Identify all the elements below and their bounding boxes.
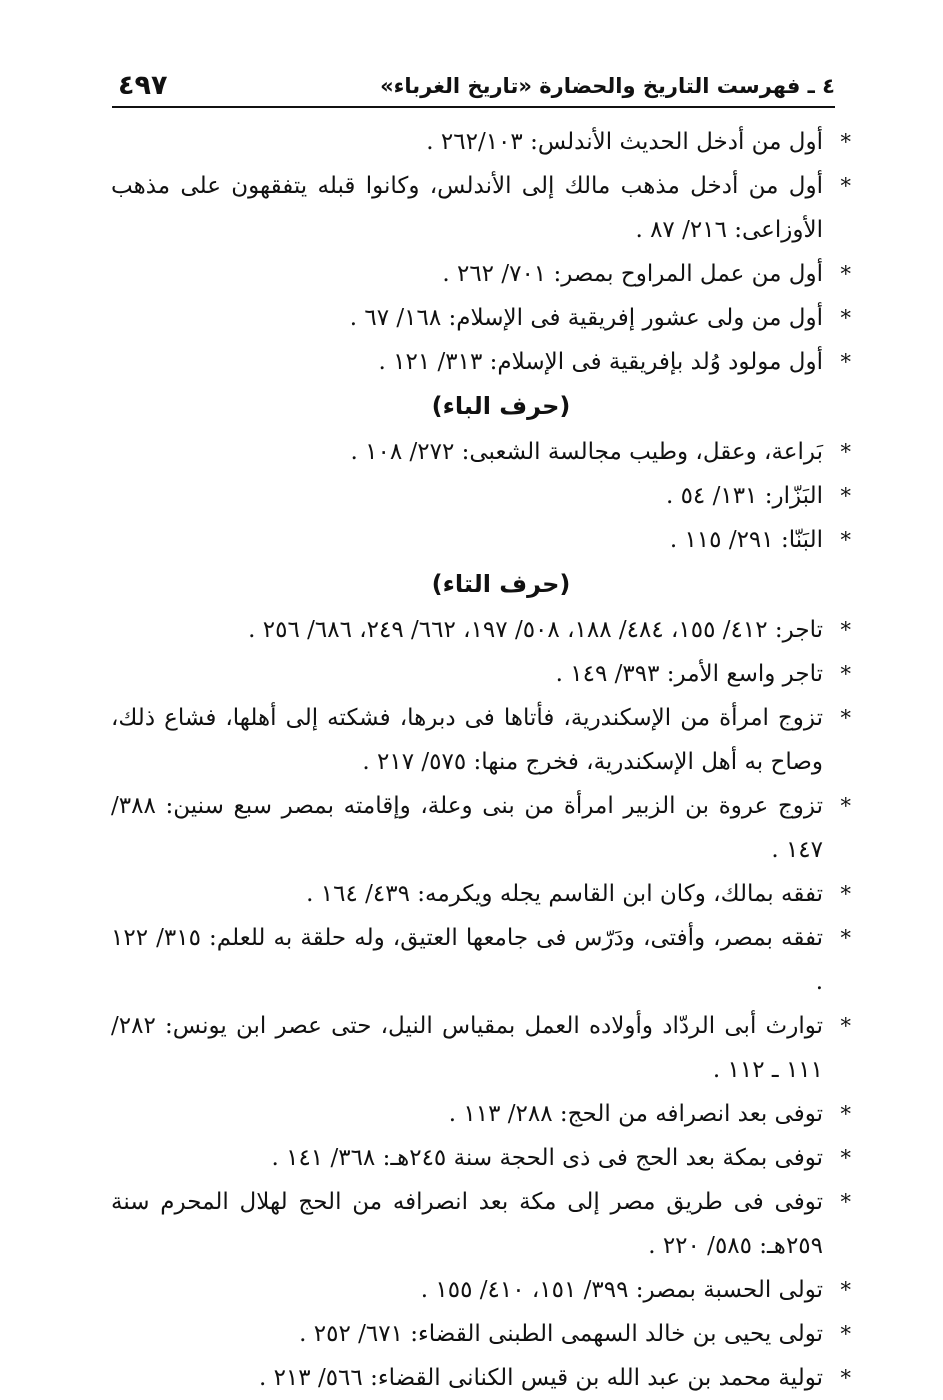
- index-entry: [111, 696, 851, 784]
- entry-text: تزوج عروة بن الزبير امرأة من بنى وعلة، وإقامته بمصر سبع سنين: ٣٨٨/ ١٤٧ .: [111, 793, 823, 863]
- entry-text: تاجر واسع الأمر: ٣٩٣/ ١٤٩ .: [555, 661, 823, 687]
- index-entry: [111, 1004, 851, 1092]
- bullet-star-icon: *: [840, 1146, 851, 1170]
- bullet-star-icon: *: [840, 618, 851, 642]
- entry-text: توفى بمكة بعد الحج فى ذى الحجة سنة ٢٤٥هـ: ٣٦٨/ ١٤١ .: [271, 1145, 823, 1171]
- entry-text: البَنّا: ٢٩١/ ١١٥ .: [669, 527, 823, 553]
- index-entry: [111, 1092, 851, 1136]
- entry-text: تولية محمد بن عبد الله بن قيس الكنانى القضاء: ٥٦٦/ ٢١٣ .: [258, 1365, 823, 1391]
- entry-text: توفى بعد انصرافه من الحج: ٢٨٨/ ١١٣ .: [448, 1101, 823, 1127]
- entry-text: تفقه بمالك، وكان ابن القاسم يجله ويكرمه: ٤٣٩/ ١٦٤ .: [306, 881, 823, 907]
- entry-text: توفى فى طريق مصر إلى مكة بعد انصرافه من الحج لهلال المحرم سنة ٢٥٩هـ: ٥٨٥/ ٢٢٠ .: [111, 1189, 823, 1259]
- entry-text: أول مولود وُلد بإفريقية فى الإسلام: ٣١٣/ ١٢١ .: [378, 349, 823, 375]
- bullet-star-icon: *: [840, 882, 851, 906]
- entry-text: تاجر: ٤١٢/ ١٥٥، ٤٨٤/ ١٨٨، ٥٠٨/ ١٩٧، ٦٦٢/ ٢٤٩، ٦٨٦/ ٢٥٦ .: [248, 617, 823, 643]
- index-entry: [111, 296, 851, 340]
- bullet-star-icon: *: [840, 440, 851, 464]
- bullet-star-icon: *: [840, 1278, 851, 1302]
- index-entry: [111, 1268, 851, 1312]
- bullet-star-icon: *: [840, 926, 851, 950]
- entry-text: أول من ولى عشور إفريقية فى الإسلام: ١٦٨/ ٦٧ .: [349, 305, 823, 331]
- bullet-star-icon: *: [840, 706, 851, 730]
- bullet-star-icon: *: [840, 262, 851, 286]
- entry-text: تفقه بمصر، وأفتى، ودَرّس فى جامعها العتيق، وله حلقة به للعلم: ٣١٥/ ١٢٢ .: [111, 925, 824, 995]
- index-entry: [111, 518, 851, 562]
- bullet-star-icon: *: [840, 1190, 851, 1214]
- entry-text: أول من أدخل الحديث الأندلس: ٢٦٢/١٠٣ .: [426, 129, 823, 155]
- entry-text: بَراعة، وعقل، وطيب مجالسة الشعبى: ٢٧٢/ ١٠٨ .: [350, 439, 823, 465]
- bullet-star-icon: *: [840, 662, 851, 686]
- bullet-star-icon: *: [840, 484, 851, 508]
- bullet-star-icon: *: [840, 1366, 851, 1390]
- index-entry: [111, 784, 851, 872]
- bullet-star-icon: *: [840, 794, 851, 818]
- page-number: ٤٩٧: [118, 70, 168, 101]
- entry-text: تولى يحيى بن خالد السهمى الطبنى القضاء: ٦٧١/ ٢٥٢ .: [299, 1321, 823, 1347]
- index-entry: [111, 430, 851, 474]
- section-heading-ta: (حرف التاء): [431, 570, 571, 598]
- bullet-star-icon: *: [840, 174, 851, 198]
- entry-text: أول من أدخل مذهب مالك إلى الأندلس، وكانوا قبله يتفقهون على مذهب الأوزاعى: ٢١٦/ ٨٧ .: [111, 173, 823, 243]
- bullet-star-icon: *: [840, 1322, 851, 1346]
- bullet-star-icon: *: [840, 130, 851, 154]
- bullet-star-icon: *: [840, 1102, 851, 1126]
- index-entry: [111, 120, 851, 164]
- index-entry: [111, 1136, 851, 1180]
- index-entry: [111, 340, 851, 384]
- index-entry: [111, 1312, 851, 1356]
- index-entry: [111, 164, 851, 252]
- index-content: [111, 120, 851, 1400]
- bullet-star-icon: *: [840, 1014, 851, 1038]
- bullet-star-icon: *: [840, 350, 851, 374]
- bullet-star-icon: *: [840, 306, 851, 330]
- index-entry: [111, 872, 851, 916]
- entry-text: البَزّار: ١٣١/ ٥٤ .: [665, 483, 823, 509]
- index-entry: [111, 1180, 851, 1268]
- entry-text: أول من عمل المراوح بمصر: ٧٠١/ ٢٦٢ .: [442, 261, 823, 287]
- index-entry: [111, 652, 851, 696]
- entry-text: تزوج امرأة من الإسكندرية، فأتاها فى دبرها، فشكته إلى أهلها، فشاع ذلك، وصاح به أهل الإسكندرية، فخرج منها: ٥٧٥/ ٢١٧ .: [111, 705, 823, 775]
- entry-text: تولى الحسبة بمصر: ٣٩٩/ ١٥١، ٤١٠/ ١٥٥ .: [420, 1277, 823, 1303]
- index-entry: [111, 474, 851, 518]
- index-entry: [111, 916, 851, 1004]
- page-header: [112, 62, 835, 108]
- index-entry: [111, 608, 851, 652]
- entry-text: توارث أبى الردّاد وأولاده العمل بمقياس النيل، حتى عصر ابن يونس: ٢٨٢/ ١١١ ـ ١١٢ .: [111, 1013, 823, 1083]
- section-heading-ba: (حرف الباء): [431, 392, 571, 420]
- index-entry: [111, 1356, 851, 1400]
- bullet-star-icon: *: [840, 528, 851, 552]
- index-entry: [111, 252, 851, 296]
- running-title: ٤ ـ فهرست التاريخ والحضارة «تاريخ الغرباء»: [380, 74, 835, 98]
